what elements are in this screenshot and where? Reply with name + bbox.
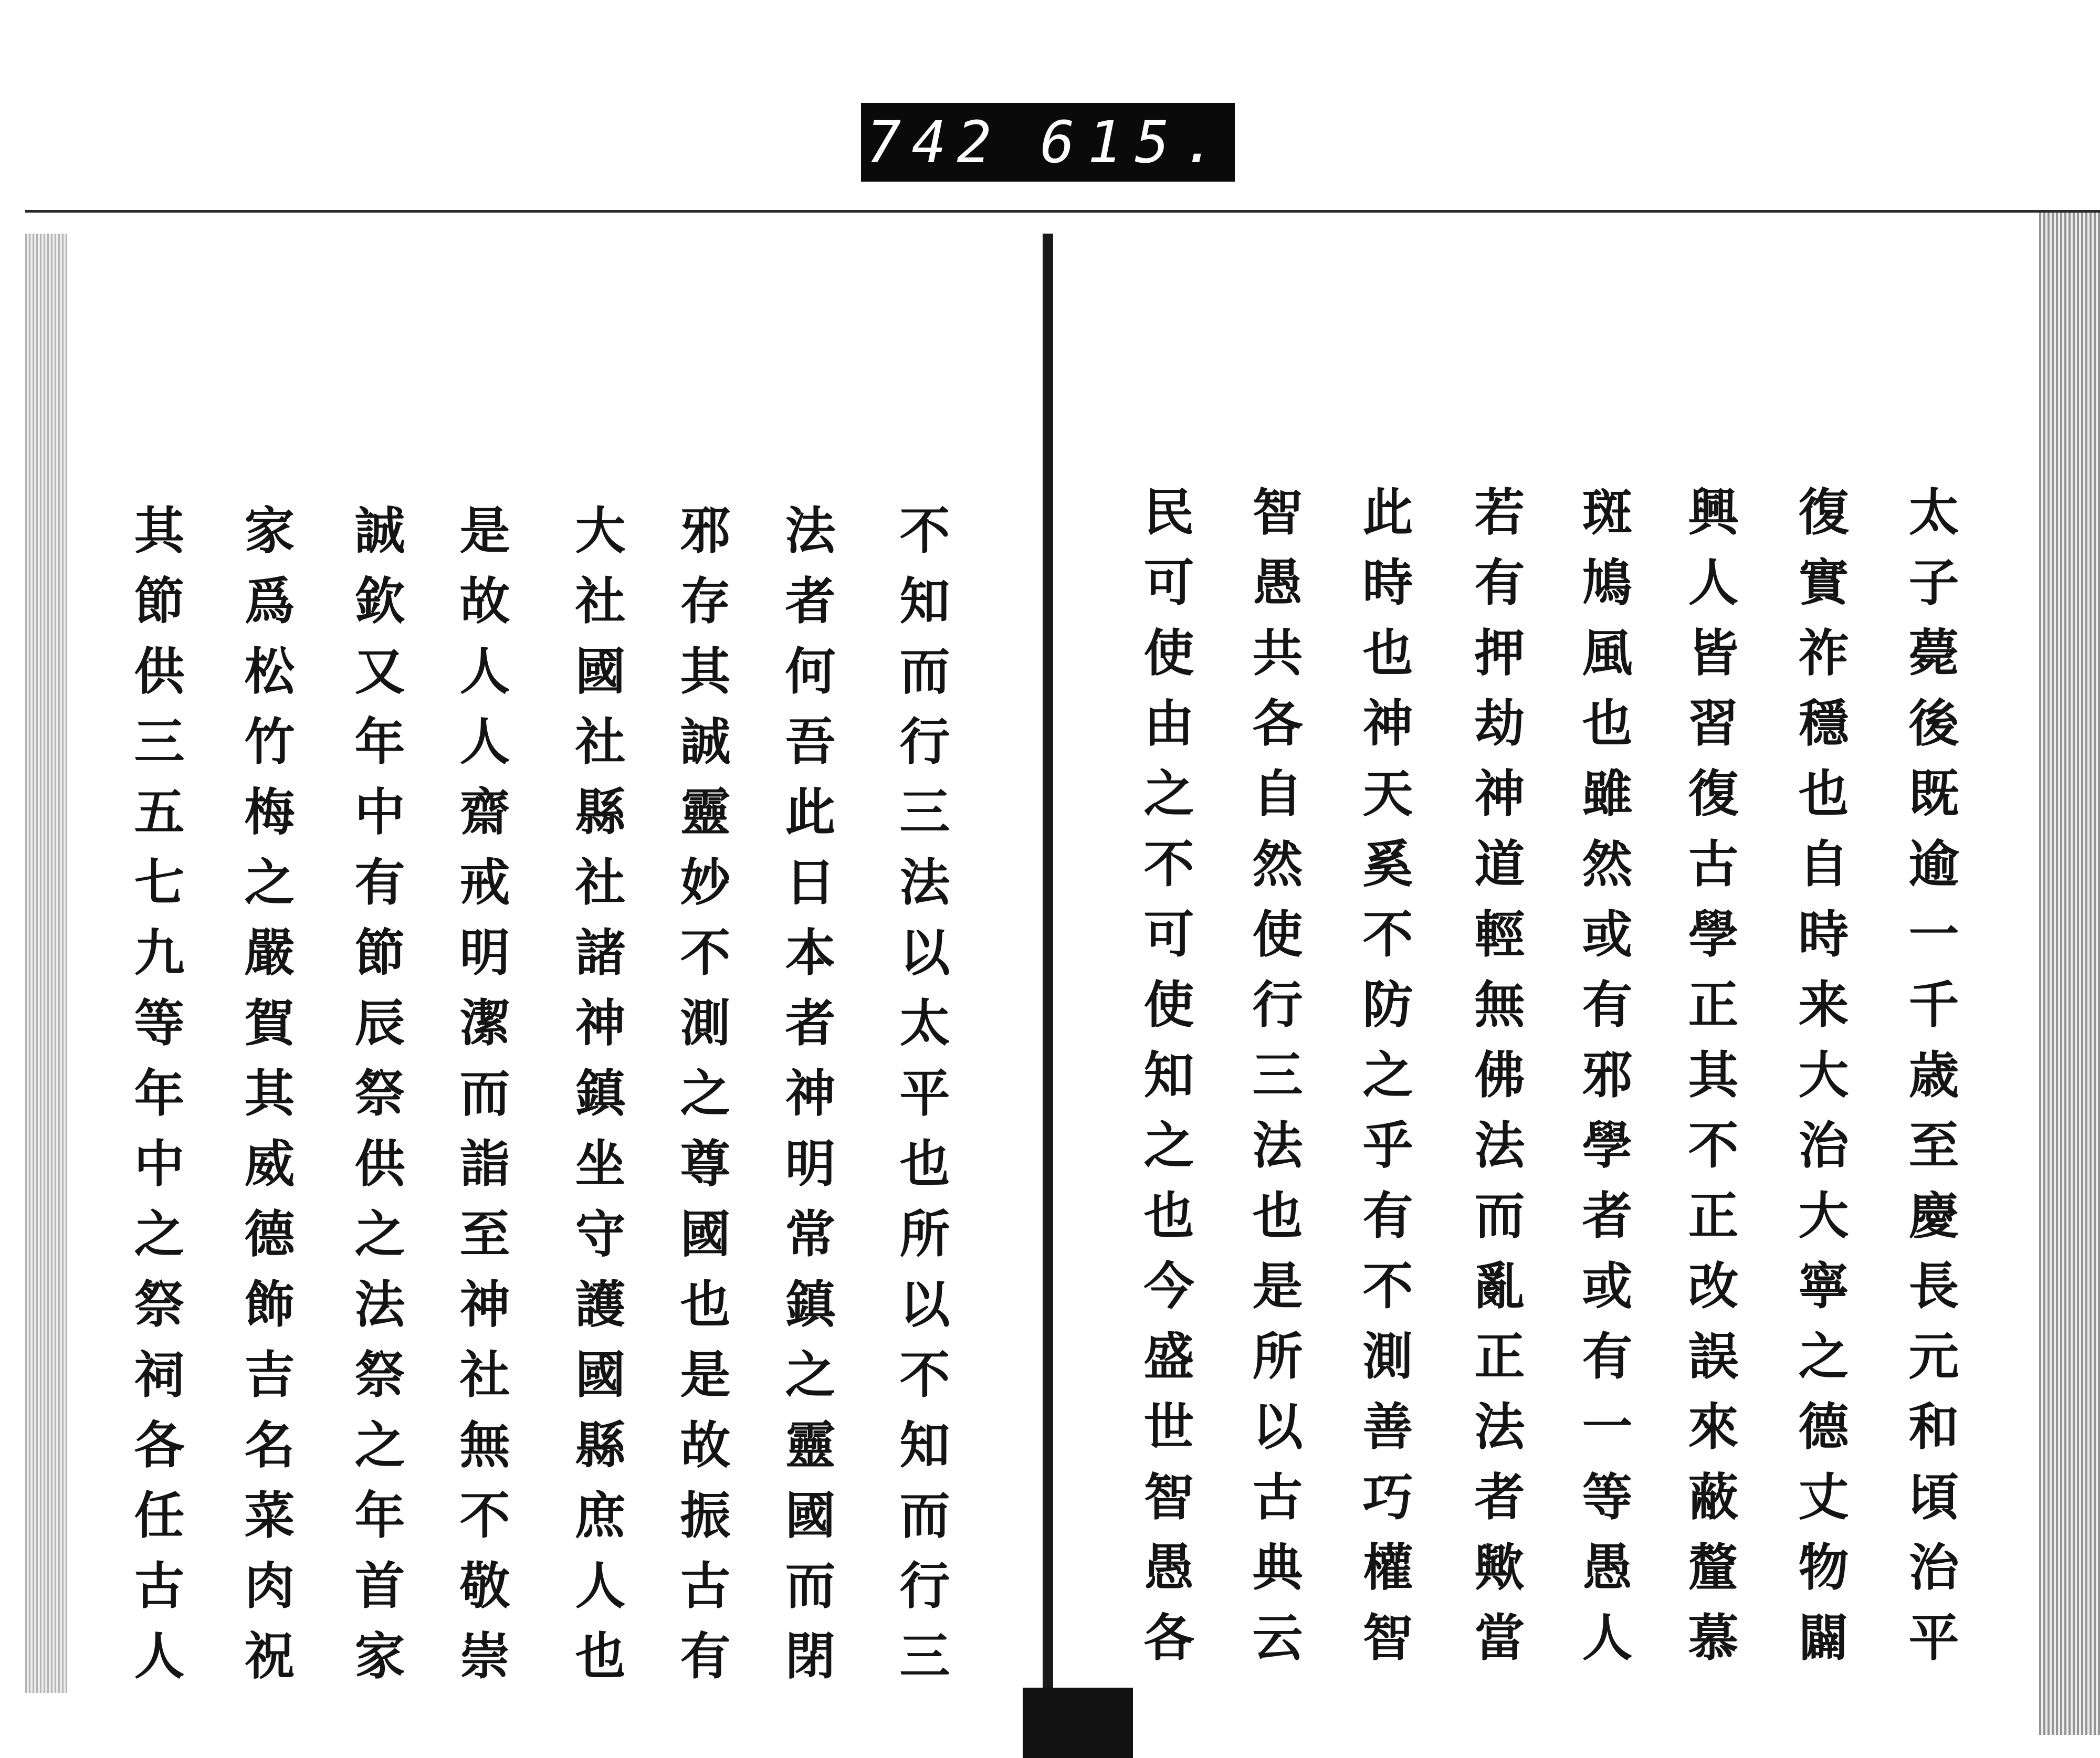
book-spine — [1043, 234, 1053, 1703]
left-page-column-6: 誠欽又年中有節辰祭供之法祭之年首家 — [346, 504, 406, 1700]
right-page-column-1: 太子薨後既逾一千歳至慶長元和頃治平 — [1900, 486, 1960, 1681]
frame-number-right: 615. — [1040, 109, 1230, 176]
left-page-column-4: 大社國社縣社諸神鎮坐守護國縣庶人也 — [567, 504, 626, 1700]
right-page — [1053, 213, 2039, 1714]
right-page-column-4: 斑鳩風也雖然或有邪學者或有一等愚人 — [1574, 486, 1633, 1681]
left-page-column-7: 家爲松竹梅之嚴賀其威德飾吉名菜肉祝 — [236, 504, 296, 1700]
right-page-column-6: 此時也神天奚不防之乎有不測善巧權智 — [1354, 486, 1414, 1681]
left-page-column-3: 邪存其誠靈妙不測之尊國也是故振古有 — [672, 504, 731, 1700]
left-page-column-8: 其節供三五七九等年中之祭祠各任古人 — [126, 504, 185, 1700]
left-page — [67, 213, 1043, 1714]
right-page-column-3: 興人皆習復古學正其不正改誤來蔽釐慕 — [1680, 486, 1739, 1681]
right-page-column-7: 智愚共各自然使行三法也是所以古典云 — [1244, 486, 1304, 1681]
right-page-edge — [2039, 213, 2100, 1735]
left-page-column-5: 是故人人齋戒明潔而詣至神社無不敬崇 — [452, 504, 511, 1700]
right-page-column-5: 若有押劫神道輕無佛法而亂正法者歟當 — [1466, 486, 1526, 1681]
open-book — [25, 210, 2100, 1758]
left-page-column-2: 法者何吾此日本者神明常鎮之靈國而閉 — [777, 504, 836, 1700]
right-page-column-8: 民可使由之不可使知之也今盛世智愚各 — [1136, 486, 1195, 1681]
right-page-column-2: 復實祚穩也自時来大治大寧之德丈物闢 — [1790, 486, 1850, 1681]
left-page-column-1: 不知而行三法以太平也所以不知而行三 — [891, 504, 951, 1700]
frame-number-left: 742 — [866, 109, 1002, 176]
film-frame-label — [861, 103, 1235, 182]
left-page-edge — [25, 234, 67, 1693]
